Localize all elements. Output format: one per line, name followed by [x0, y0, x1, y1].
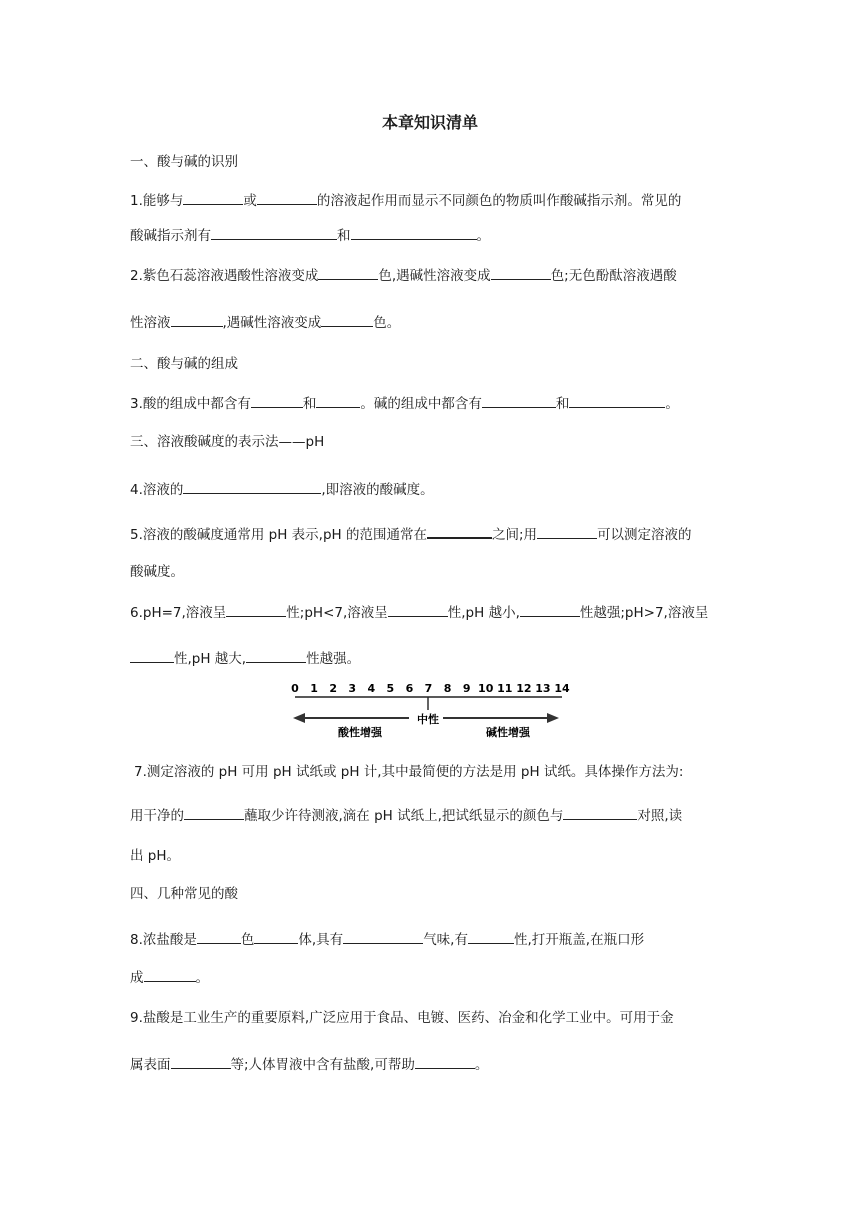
- question-8-line-2: 成 。: [130, 967, 209, 988]
- section-heading-3: 三、溶液酸碱度的表示法——pH: [130, 434, 325, 450]
- question-4: 4.溶液的 ,即溶液的酸碱度。: [130, 479, 434, 500]
- answer-blank[interactable]: [144, 967, 196, 982]
- base-label: 碱性增强: [486, 726, 530, 739]
- ph-tick-label: 9: [462, 682, 471, 695]
- ph-tick-label: 8: [443, 682, 452, 695]
- answer-blank[interactable]: [257, 190, 317, 205]
- question-9-line-2: 属表面 等;人体胃液中含有盐酸,可帮助 。: [130, 1054, 488, 1075]
- answer-blank[interactable]: [130, 648, 174, 663]
- ph-tick-label: 0: [291, 682, 299, 695]
- answer-blank[interactable]: [254, 929, 298, 944]
- ph-tick-label: 14: [554, 682, 570, 695]
- answer-blank[interactable]: [318, 265, 378, 280]
- question-9-line-1: 9.盐酸是工业生产的重要原料,广泛应用于食品、电镀、医药、冶金和化学工业中。可用于金: [130, 1010, 674, 1026]
- question-2-line-1: 2.紫色石蕊溶液遇酸性溶液变成 色,遇碱性溶液变成 色;无色酚酞溶液遇酸: [130, 265, 677, 286]
- answer-blank[interactable]: [321, 312, 373, 327]
- answer-blank[interactable]: [183, 190, 243, 205]
- question-7-line-1: 7.测定溶液的 pH 可用 pH 试纸或 pH 计,其中最简便的方法是用 pH 试纸。具体操作方法为:: [134, 764, 684, 780]
- page-title: 本章知识清单: [381, 113, 478, 132]
- question-5-line-2: 酸碱度。: [130, 564, 184, 580]
- answer-blank[interactable]: [343, 929, 423, 944]
- ph-scale-diagram: [285, 680, 570, 742]
- answer-blank[interactable]: [226, 602, 286, 617]
- section-heading-2: 二、酸与碱的组成: [130, 356, 238, 372]
- answer-blank[interactable]: [246, 648, 306, 663]
- question-2-line-2: 性溶液 ,遇碱性溶液变成 色。: [130, 312, 400, 333]
- answer-blank[interactable]: [211, 225, 337, 240]
- answer-blank[interactable]: [520, 602, 580, 617]
- question-6-line-2: 性,pH 越大, 性越强。: [130, 648, 360, 669]
- answer-blank[interactable]: [251, 393, 303, 408]
- answer-blank[interactable]: [171, 312, 223, 327]
- ph-tick-label: 5: [386, 682, 395, 695]
- question-8-line-1: 8.浓盐酸是 色 体,具有 气味,有 性,打开瓶盖,在瓶口形: [130, 929, 644, 950]
- answer-blank[interactable]: [183, 479, 321, 494]
- answer-blank[interactable]: [482, 393, 556, 408]
- answer-blank[interactable]: [563, 805, 637, 820]
- question-1-line-2: 酸碱指示剂有 和 。: [130, 225, 490, 246]
- ph-tick-label: 2: [329, 682, 337, 695]
- answer-blank[interactable]: [537, 524, 597, 539]
- answer-blank[interactable]: [197, 929, 241, 944]
- ph-tick-label: 11: [497, 682, 513, 695]
- acid-label: 酸性增强: [338, 726, 382, 739]
- ph-tick-label: 1: [310, 682, 318, 695]
- ph-tick-label: 3: [348, 682, 357, 695]
- answer-blank[interactable]: [184, 805, 244, 820]
- base-arrow-head: [547, 713, 559, 723]
- ph-tick-label: 12: [516, 682, 532, 695]
- question-3: 3.酸的组成中都含有 和 。碱的组成中都含有 和 。: [130, 393, 679, 414]
- answer-blank[interactable]: [569, 393, 665, 408]
- acid-arrow-head: [293, 713, 305, 723]
- answer-blank[interactable]: [415, 1054, 475, 1069]
- question-5-line-1: 5.溶液的酸碱度通常用 pH 表示,pH 的范围通常在 之间;用 可以测定溶液的: [130, 523, 692, 545]
- question-1-line-1: 1.能够与 或 的溶液起作用而显示不同颜色的物质叫作酸碱指示剂。常见的: [130, 190, 681, 211]
- section-heading-1: 一、酸与碱的识别: [130, 154, 238, 170]
- ph-tick-label: 7: [424, 682, 433, 695]
- section-heading-4: 四、几种常见的酸: [130, 886, 238, 902]
- answer-blank[interactable]: [316, 393, 360, 408]
- ph-tick-label: 6: [405, 682, 414, 695]
- ph-tick-label: 10: [478, 682, 494, 695]
- question-6-line-1: 6.pH=7,溶液呈 性;pH<7,溶液呈 性,pH 越小, 性越强;pH>7,溶液呈: [130, 602, 708, 623]
- answer-blank[interactable]: [351, 225, 477, 240]
- ph-tick-label: 4: [367, 682, 376, 695]
- neutral-label: 中性: [417, 713, 439, 726]
- answer-blank[interactable]: [468, 929, 514, 944]
- answer-blank[interactable]: [388, 602, 448, 617]
- answer-blank[interactable]: [171, 1054, 231, 1069]
- ph-tick-label: 13: [535, 682, 551, 695]
- answer-blank[interactable]: [491, 265, 551, 280]
- question-7-line-2: 用干净的 蘸取少许待测液,滴在 pH 试纸上,把试纸显示的颜色与 对照,读: [130, 805, 682, 826]
- answer-blank[interactable]: [427, 523, 492, 539]
- ph-tick-labels: [291, 682, 570, 695]
- question-7-line-3: 出 pH。: [130, 848, 181, 864]
